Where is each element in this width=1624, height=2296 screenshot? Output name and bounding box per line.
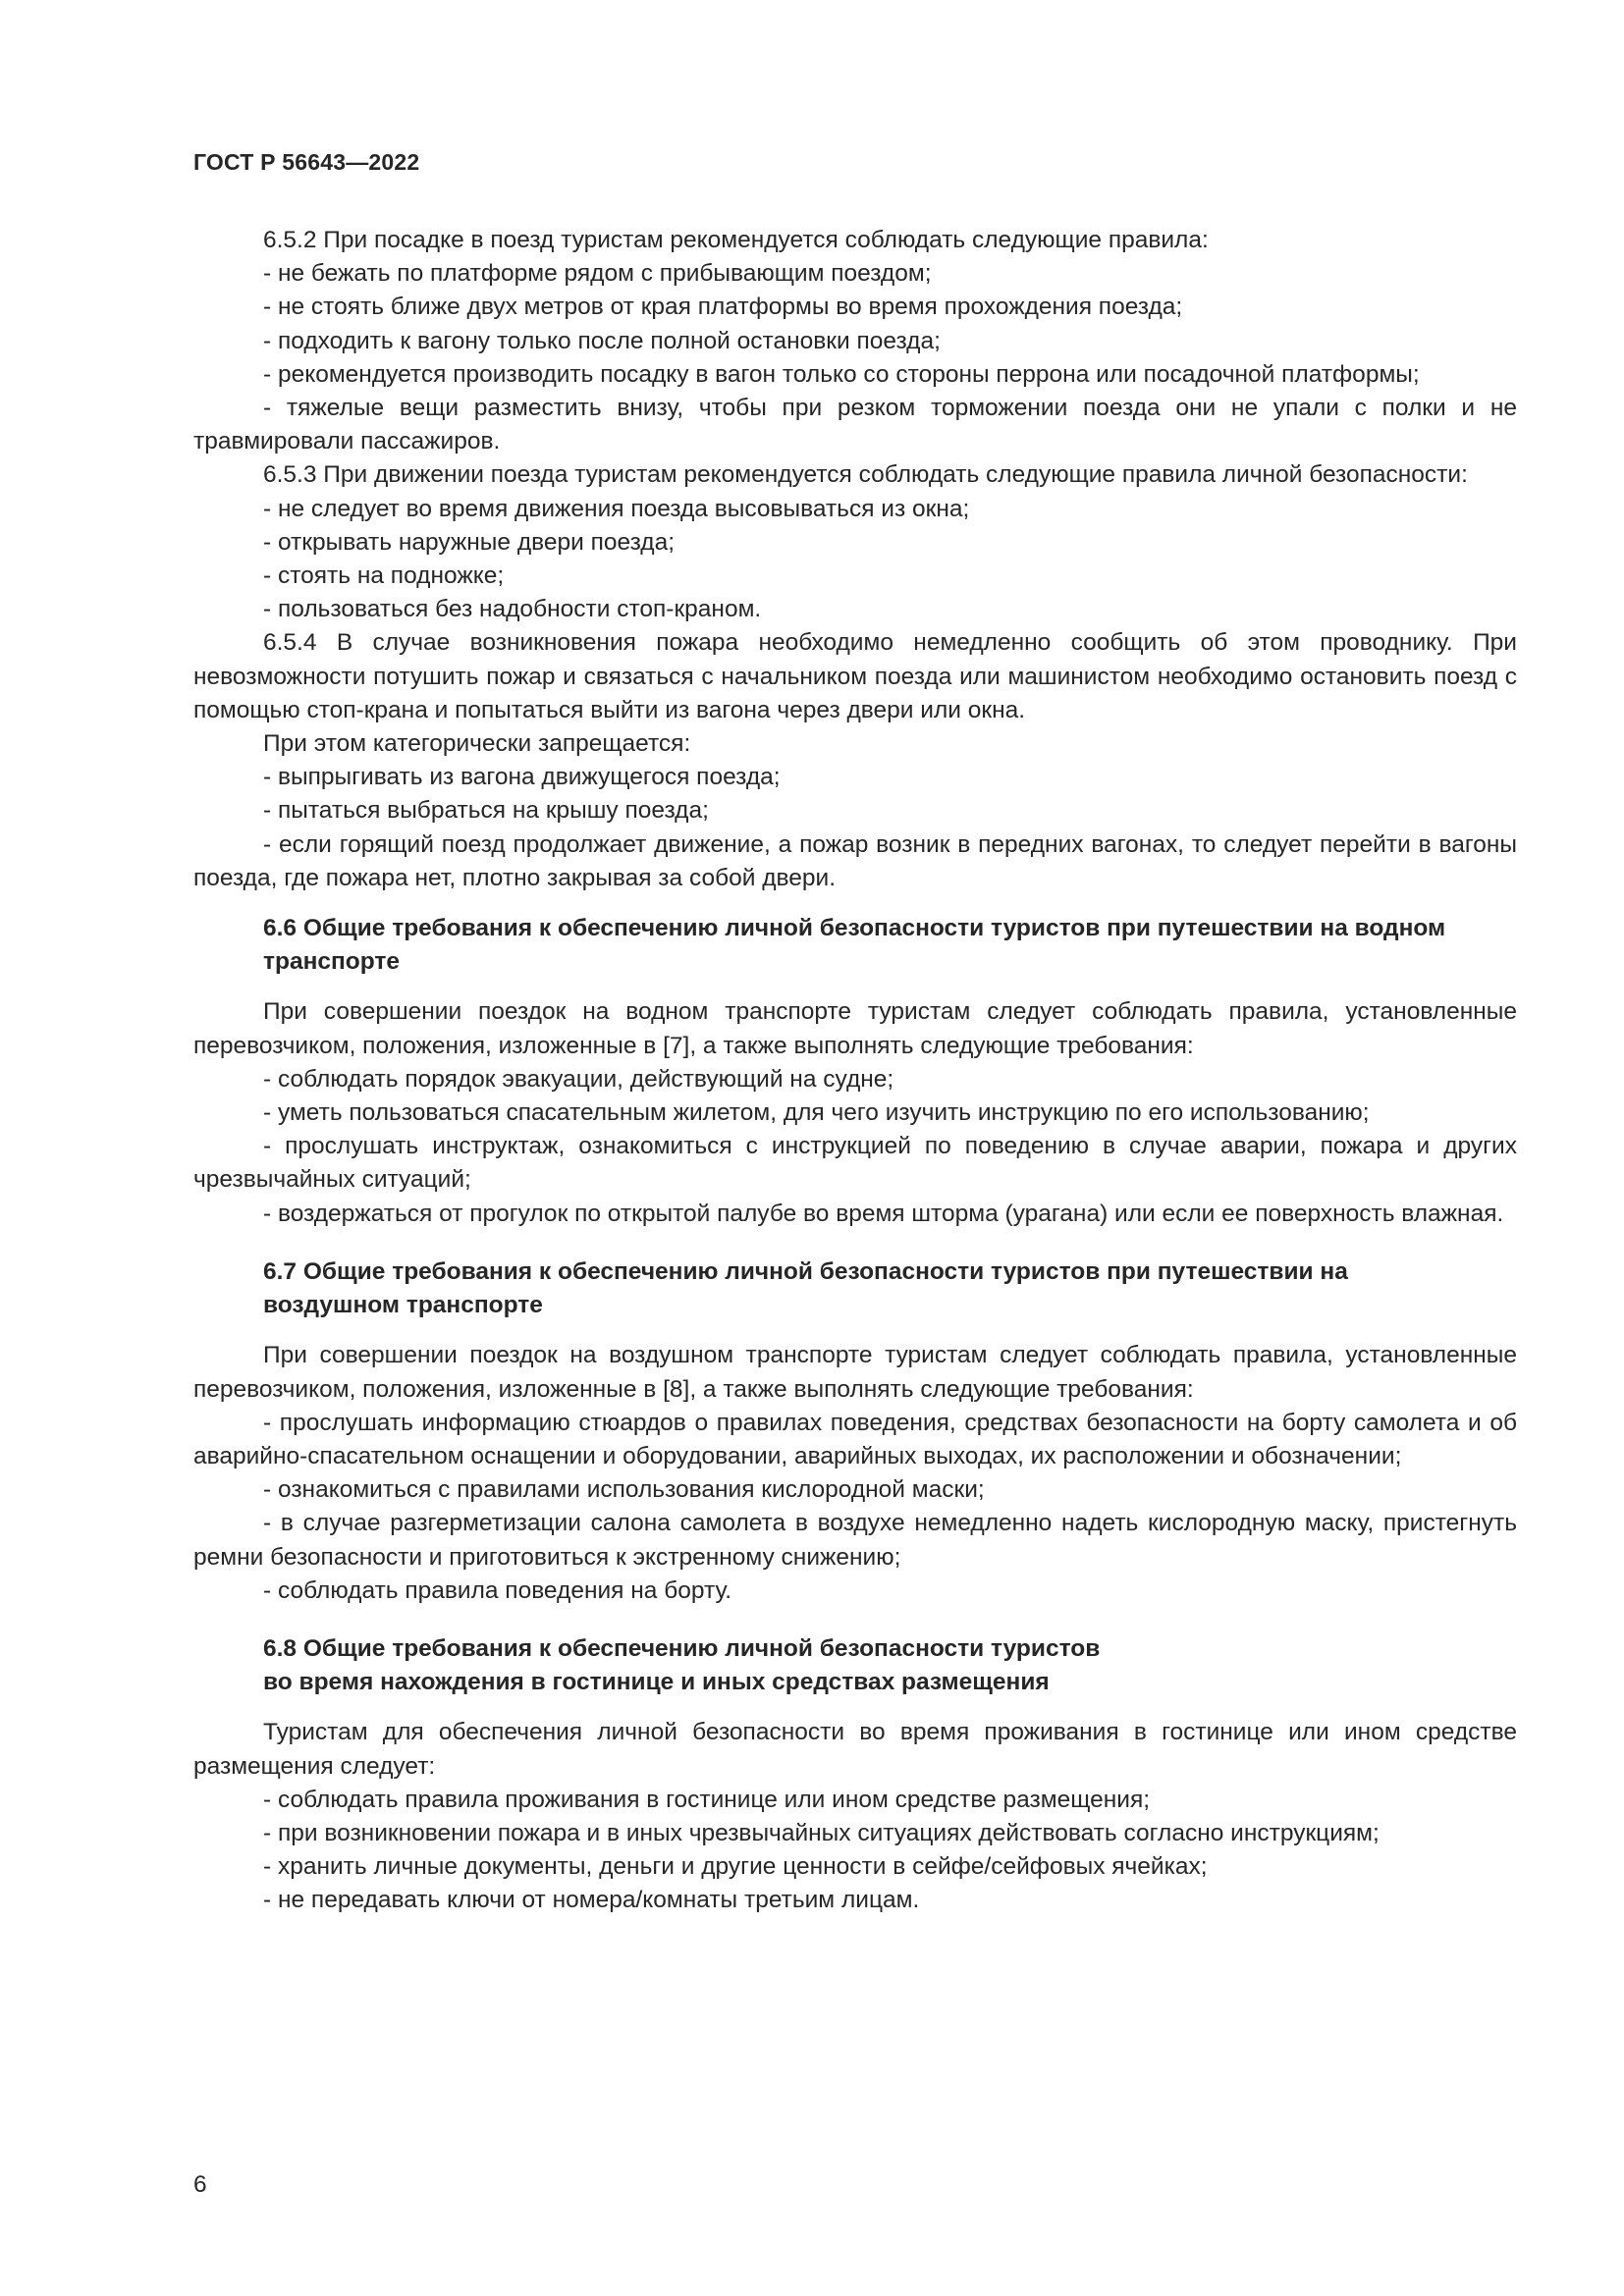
- list-item: - прослушать информацию стюардов о правилах поведения, средствах безопасности на борту самолета и об аварийно-спасательном оснащении и оборудовании, аварийных выходах, их расположении и обозначении;: [193, 1409, 1517, 1469]
- list-item: - не передавать ключи от номера/комнаты третьим лицам.: [263, 1887, 920, 1914]
- list-item: - не стоять ближе двух метров от края платформы во время прохождения поезда;: [263, 294, 1183, 321]
- list-item: - воздержаться от прогулок по открытой палубе во время шторма (урагана) или если ее поверхность влажная.: [263, 1200, 1504, 1227]
- list-item: - открывать наружные двери поезда;: [263, 528, 676, 556]
- document-code-header: ГОСТ Р 56643—2022: [193, 149, 420, 175]
- list-item: - в случае разгерметизации салона самолета в воздухе немедленно надеть кислородную маску, пристегнуть ремни безопасности и приготовиться к экстренному снижению;: [193, 1510, 1517, 1571]
- section-6-8-heading-line2: во время нахождения в гостинице и иных средствах размещения: [263, 1669, 1050, 1696]
- list-item: - уметь пользоваться спасательным жилетом, для чего изучить инструкцию по его использованию;: [263, 1099, 1370, 1127]
- clause-6-5-4-prohibited: При этом категорически запрещается:: [263, 730, 691, 758]
- section-6-8-heading: [193, 1632, 1471, 1699]
- list-item: - пользоваться без надобности стоп-краном.: [263, 596, 762, 623]
- list-item: - прослушать инструктаж, ознакомиться с инструкцией по поведению в случае аварии, пожара и других чрезвычайных ситуаций;: [193, 1133, 1517, 1194]
- list-item: - подходить к вагону только после полной остановки поезда;: [263, 327, 941, 354]
- list-item: - не бежать по платформе рядом с прибывающим поездом;: [263, 260, 932, 288]
- clause-6-5-4-text: 6.5.4 В случае возникновения пожара необходимо немедленно сообщить об этом проводнику. При невозможности потушить пожар и связаться с начальником поезда или машинистом необходимо остановить поезд с помощью стоп-крана и попытаться выйти из вагона через двери или окна.: [193, 629, 1517, 723]
- section-6-8-heading-line1: 6.8 Общие требования к обеспечению личной безопасности туристов: [263, 1634, 1101, 1662]
- clause-6-5-3-intro: 6.5.3 При движении поезда туристам рекомендуется соблюдать следующие правила личной безопасности:: [263, 461, 1468, 489]
- section-6-7-intro: При совершении поездок на воздушном транспорте туристам следует соблюдать правила, установленные перевозчиком, положения, изложенные в [8], а также выполнять следующие требования:: [193, 1342, 1517, 1403]
- section-6-8-intro: Туристам для обеспечения личной безопасности во время проживания в гостинице или ином средстве размещения следует:: [193, 1719, 1517, 1780]
- list-item: - соблюдать правила проживания в гостинице или ином средстве размещения;: [263, 1786, 1151, 1813]
- list-item: - ознакомиться с правилами использования кислородной маски;: [263, 1476, 985, 1504]
- clause-6-5-2-intro: 6.5.2 При посадке в поезд туристам рекомендуется соблюдать следующие правила:: [263, 227, 1209, 253]
- list-item: - выпрыгивать из вагона движущегося поезда;: [263, 764, 781, 791]
- list-item: - рекомендуется производить посадку в вагон только со стороны перрона или посадочной платформы;: [263, 360, 1420, 388]
- list-item: - если горящий поезд продолжает движение, а пожар возник в передних вагонах, то следует перейти в вагоны поезда, где пожара нет, плотно закрывая за собой двери.: [193, 830, 1517, 891]
- list-item: - хранить личные документы, деньги и другие ценности в сейфе/сейфовых ячейках;: [263, 1853, 1208, 1881]
- page-content: [193, 224, 1517, 1918]
- section-6-6-intro: При совершении поездок на водном транспорте туристам следует соблюдать правила, установленные перевозчиком, положения, изложенные в [7], а также выполнять следующие требования:: [193, 998, 1517, 1059]
- section-6-6-heading: 6.6 Общие требования к обеспечению личной безопасности туристов при путешествии на водном транспорте: [263, 915, 1446, 976]
- section-6-7-heading: 6.7 Общие требования к обеспечению личной безопасности туристов при путешествии на воздушном транспорте: [263, 1257, 1348, 1319]
- list-item: - при возникновении пожара и в иных чрезвычайных ситуациях действовать согласно инструкциям;: [263, 1819, 1380, 1846]
- list-item: - стоять на подножке;: [263, 562, 505, 590]
- page-number: 6: [193, 2171, 207, 2198]
- list-item: - не следует во время движения поезда высовываться из окна;: [263, 495, 970, 522]
- list-item: - тяжелые вещи разместить внизу, чтобы при резком торможении поезда они не упали с полки и не травмировали пассажиров.: [193, 395, 1517, 455]
- list-item: - соблюдать правила поведения на борту.: [263, 1576, 732, 1604]
- list-item: - соблюдать порядок эвакуации, действующий на судне;: [263, 1065, 894, 1093]
- list-item: - пытаться выбраться на крышу поезда;: [263, 797, 709, 825]
